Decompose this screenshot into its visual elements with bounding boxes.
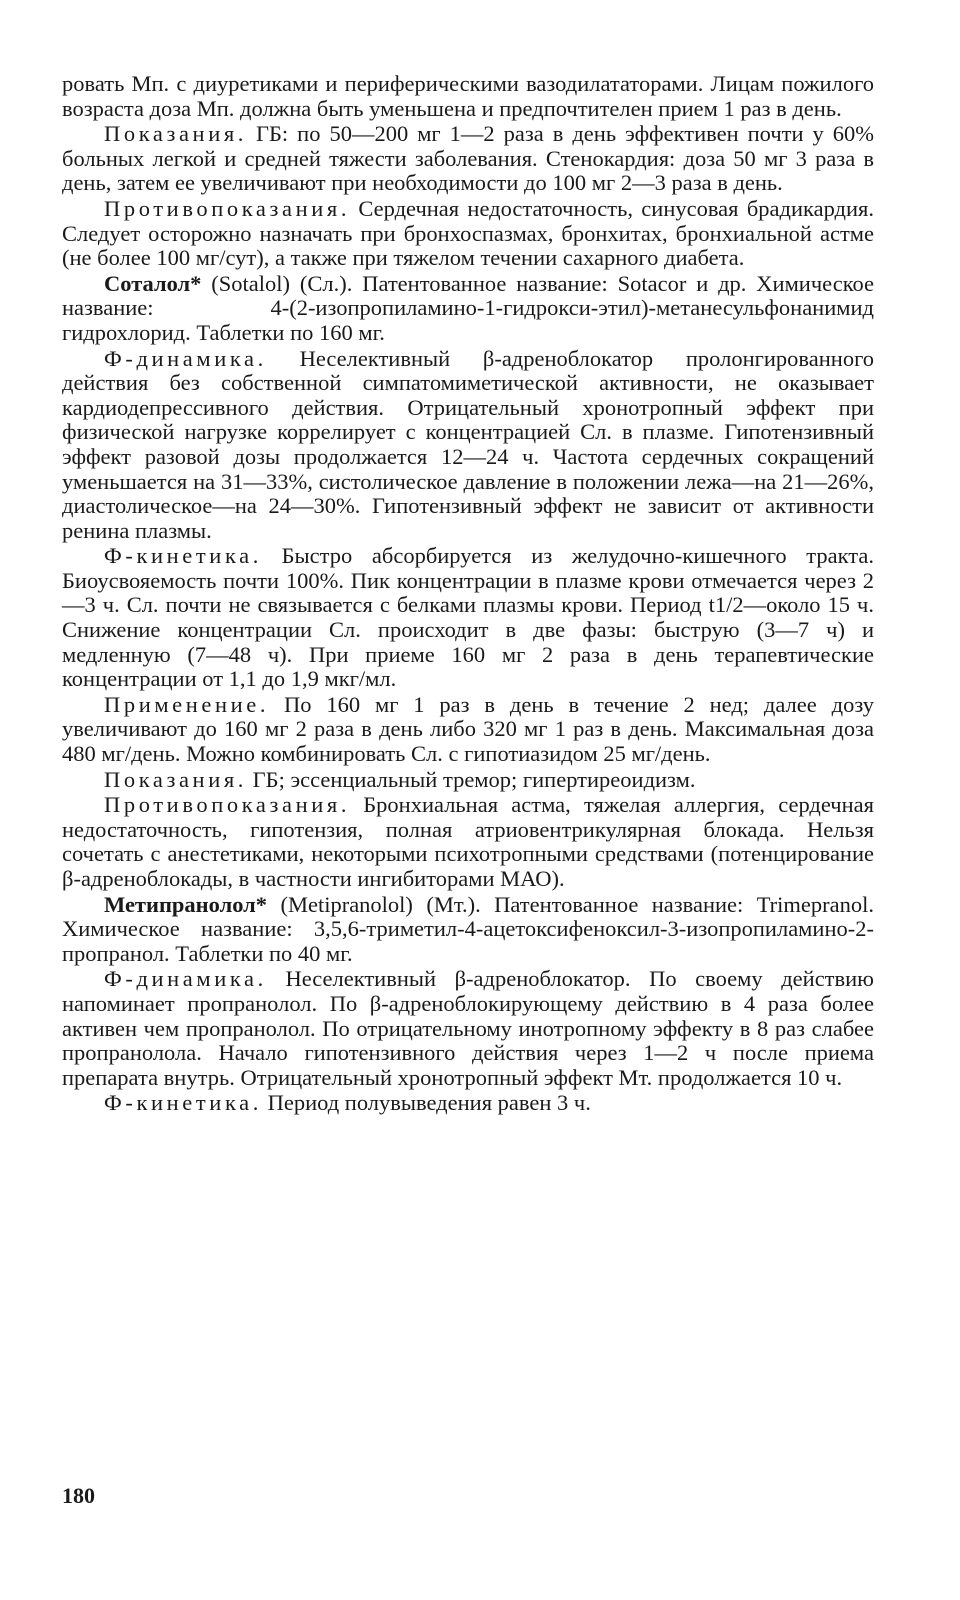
paragraph-body: Период полувыведения равен 3 ч. xyxy=(261,1090,591,1116)
paragraph-indications xyxy=(62,122,874,196)
paragraph-body: ГБ: по 50—200 мг 1—2 раза в день эффективен почти у 60% больных легкой и средней тяжести заболевания. Стенокардия: доза 50 мг 3 раза в день, затем ее увеличивают при необходимости до 100 мг 2—3 раза в день. xyxy=(62,121,874,196)
paragraph-body: (Metipranolol) (Мт.). Патентованное название: Trimepranol. Химическое название: 3,5,6-триметил-4-ацетоксифеноксил-3-изопропиламино-2-пропранол. Таблетки по 40 мг. xyxy=(62,891,874,966)
section-lead: Ф-кинетика. xyxy=(104,1090,262,1116)
paragraph-indications xyxy=(62,768,874,793)
paragraph-contraindications xyxy=(62,197,874,271)
paragraph-contraindications xyxy=(62,793,874,891)
paragraph-body: Неселективный β-адреноблокатор. По своему действию напоминает пропранолол. По β-адреноблокирующему действию в 4 раза более активен чем пропранолол. По отрицательному инотропному эффекту в 8 раз слабее пропранолола. Начало гипотензивного действия через 1—2 ч после приема препарата внутрь. Отрицательный хронотропный эффект Мт. продолжается 10 ч. xyxy=(62,966,874,1090)
section-lead: Показания. xyxy=(104,121,248,147)
section-lead: Противопоказания. xyxy=(104,195,351,221)
paragraph-body: (Sotalol) (Сл.). Патентованное название: Sotacor и др. Химическое название: 4-(2-изопропиламино-1-гидрокси-этил)-метанесульфонанимид гидрохлорид. Таблетки по 160 мг. xyxy=(62,270,874,345)
section-lead: Показания. xyxy=(104,766,248,792)
paragraph-metipranolol-heading xyxy=(62,893,874,967)
paragraph-body: ГБ; эссенциальный тремор; гипертиреоидизм. xyxy=(247,766,696,792)
drug-name: Соталол* xyxy=(104,270,202,296)
paragraph-continuation xyxy=(62,72,874,121)
section-lead: Противопоказания. xyxy=(104,792,351,818)
paragraph-body: Сердечная недостаточность, синусовая брадикардия. Следует осторожно назначать при бронхоспазмах, бронхитах, бронхиальной астме (не более 100 мг/сут), а также при тяжелом течении сахарного диабета. xyxy=(62,195,874,271)
section-lead: Ф-динамика. xyxy=(104,966,267,992)
page-text xyxy=(62,72,874,1117)
section-lead: Ф-кинетика. xyxy=(104,543,262,569)
paragraph-sotalol-heading xyxy=(62,272,874,346)
paragraph-body: Неселективный β-адреноблокатор пролонгированного действия без собственной симпатомиметической активности, не оказывает кардиодепрессивного действия. Отрицательный хронотропный эффект при физической нагрузке коррелирует с концентрацией Сл. в плазме. Гипотензивный эффект разовой дозы продолжается 12—24 ч. Частота сердечных сокращений уменьшается на 31—33%, систолическое давление в положении лежа—на 21—26%, диастолическое—на 24—30%. Гипотензивный эффект не зависит от активности ренина плазмы. xyxy=(62,345,874,543)
paragraph-body: Быстро абсорбируется из желудочно-кишечного тракта. Биоусвояемость почти 100%. Пик концентрации в плазме крови отмечается через 2—3 ч. Сл. почти не связывается с белками плазмы крови. Период t1/2—около 15 ч. Снижение концентрации Сл. происходит в две фазы: быструю (3—7 ч) и медленную (7—48 ч). При приеме 160 мг 2 раза в день терапевтические концентрации от 1,1 до 1,9 мкг/мл. xyxy=(62,543,874,692)
section-lead: Применение. xyxy=(104,691,270,717)
section-lead: Ф-динамика. xyxy=(104,345,267,371)
paragraph-body: ровать Мп. с диуретиками и периферическими вазодилататорами. Лицам пожилого возраста доза Мп. должна быть уменьшена и предпочтителен прием 1 раз в день. xyxy=(62,71,874,121)
page-number: 180 xyxy=(62,1483,95,1508)
paragraph-body: Бронхиальная астма, тяжелая аллергия, сердечная недостаточность, гипотензия, полная атриовентрикулярная блокада. Нельзя сочетать с анестетиками, некоторыми психотропными средствами (потенцирование β-адреноблокады, в частности ингибиторами МАО). xyxy=(62,792,874,891)
paragraph-pharmacokinetics xyxy=(62,544,874,692)
paragraph-body: По 160 мг 1 раз в день в течение 2 нед; далее дозу увеличивают до 160 мг 2 раза в день либо 320 мг 1 раз в день. Максимальная доза 480 мг/день. Можно комбинировать Сл. с гипотиазидом 25 мг/день. xyxy=(62,691,874,767)
paragraph-pharmacodynamics xyxy=(62,347,874,544)
paragraph-pharmacokinetics xyxy=(62,1091,874,1116)
paragraph-application xyxy=(62,693,874,767)
drug-name: Метипранолол* xyxy=(104,891,268,917)
paragraph-pharmacodynamics xyxy=(62,967,874,1090)
